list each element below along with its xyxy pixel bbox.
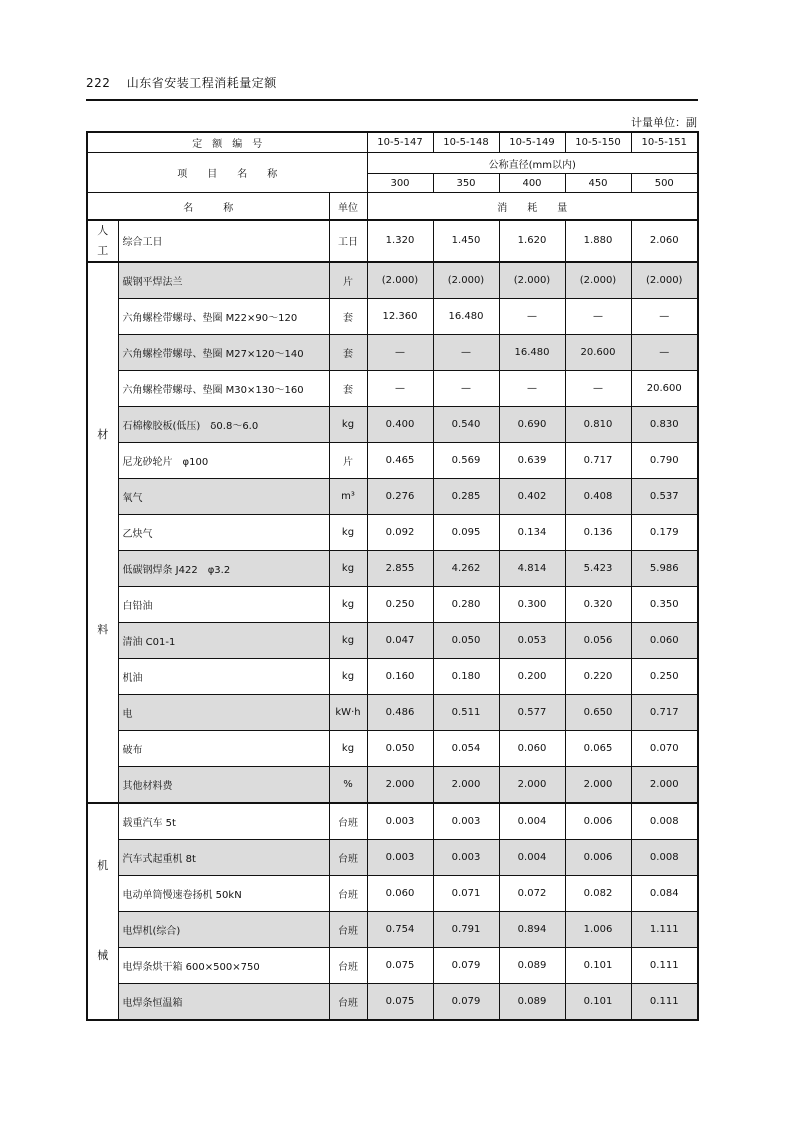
- value-cell: 0.060: [367, 875, 433, 911]
- value-cell: 1.620: [499, 220, 565, 262]
- item-label: 项 目 名 称: [87, 153, 367, 193]
- value-cell: 0.179: [631, 514, 698, 550]
- value-cell: 0.690: [499, 406, 565, 442]
- code-cell: 10-5-150: [565, 132, 631, 153]
- diameter-cell: 350: [433, 174, 499, 193]
- table-row: [87, 947, 698, 983]
- item-unit: 工日: [329, 220, 367, 262]
- item-unit: kg: [329, 406, 367, 442]
- diameter-label: 公称直径(mm以内): [367, 153, 698, 174]
- table-row: [87, 406, 698, 442]
- value-cell: 0.285: [433, 478, 499, 514]
- value-cell: 0.047: [367, 622, 433, 658]
- value-cell: 4.262: [433, 550, 499, 586]
- value-cell: 2.000: [631, 766, 698, 803]
- value-cell: 0.791: [433, 911, 499, 947]
- value-cell: 4.814: [499, 550, 565, 586]
- value-cell: 0.065: [565, 730, 631, 766]
- item-unit: 台班: [329, 983, 367, 1020]
- item-unit: 套: [329, 298, 367, 334]
- table-row: [87, 694, 698, 730]
- value-cell: —: [565, 370, 631, 406]
- page-header: [86, 74, 277, 91]
- code-cell: 10-5-149: [499, 132, 565, 153]
- item-unit: 套: [329, 334, 367, 370]
- value-cell: 0.006: [565, 803, 631, 840]
- table-row: [87, 911, 698, 947]
- diameter-cell: 400: [499, 174, 565, 193]
- table-row: [87, 262, 698, 299]
- diameter-cell: 500: [631, 174, 698, 193]
- value-cell: 0.569: [433, 442, 499, 478]
- unit-header: 单位: [329, 193, 367, 221]
- value-cell: 0.300: [499, 586, 565, 622]
- item-unit: kg: [329, 550, 367, 586]
- table-row: [87, 442, 698, 478]
- item-unit: kg: [329, 658, 367, 694]
- item-name: 其他材料费: [118, 766, 329, 803]
- category-char: 人: [97, 224, 109, 237]
- item-unit: 台班: [329, 803, 367, 840]
- item-name: 尼龙砂轮片 φ100: [118, 442, 329, 478]
- value-cell: 0.250: [631, 658, 698, 694]
- item-name: 碳钢平焊法兰: [118, 262, 329, 299]
- value-cell: 20.600: [631, 370, 698, 406]
- item-name: 电焊机(综合): [118, 911, 329, 947]
- item-unit: %: [329, 766, 367, 803]
- value-cell: —: [631, 298, 698, 334]
- item-unit: kg: [329, 622, 367, 658]
- code-cell: 10-5-147: [367, 132, 433, 153]
- value-cell: 0.790: [631, 442, 698, 478]
- value-cell: 0.056: [565, 622, 631, 658]
- value-cell: 0.160: [367, 658, 433, 694]
- value-cell: 0.095: [433, 514, 499, 550]
- quota-table: [86, 131, 699, 1021]
- value-cell: 0.320: [565, 586, 631, 622]
- value-cell: 1.111: [631, 911, 698, 947]
- value-cell: 1.880: [565, 220, 631, 262]
- value-cell: —: [367, 334, 433, 370]
- value-cell: 16.480: [499, 334, 565, 370]
- table-row: [87, 839, 698, 875]
- value-cell: 2.060: [631, 220, 698, 262]
- value-cell: 0.092: [367, 514, 433, 550]
- table-row: [87, 550, 698, 586]
- item-unit: kg: [329, 586, 367, 622]
- category-label: [87, 262, 118, 803]
- value-cell: 0.070: [631, 730, 698, 766]
- table-row: [87, 220, 698, 262]
- column-header-row: [87, 193, 698, 221]
- value-cell: 0.079: [433, 947, 499, 983]
- value-cell: (2.000): [631, 262, 698, 299]
- category-label: [87, 803, 118, 1020]
- table-row: [87, 875, 698, 911]
- diameter-header-row: [87, 153, 698, 174]
- code-row: [87, 132, 698, 153]
- value-cell: 16.480: [433, 298, 499, 334]
- book-title: 山东省安装工程消耗量定额: [126, 76, 277, 90]
- value-cell: —: [631, 334, 698, 370]
- value-cell: 0.004: [499, 839, 565, 875]
- table-row: [87, 766, 698, 803]
- value-cell: 0.136: [565, 514, 631, 550]
- value-cell: 1.320: [367, 220, 433, 262]
- value-cell: 20.600: [565, 334, 631, 370]
- value-cell: 0.465: [367, 442, 433, 478]
- category-char: 材: [97, 427, 109, 441]
- value-cell: 0.006: [565, 839, 631, 875]
- value-cell: 0.089: [499, 947, 565, 983]
- header-rule: [86, 99, 698, 101]
- value-cell: (2.000): [367, 262, 433, 299]
- item-name: 电焊条恒温箱: [118, 983, 329, 1020]
- value-cell: (2.000): [499, 262, 565, 299]
- value-cell: 0.071: [433, 875, 499, 911]
- value-cell: 0.280: [433, 586, 499, 622]
- value-cell: 0.079: [433, 983, 499, 1020]
- table-row: [87, 334, 698, 370]
- value-cell: 0.060: [499, 730, 565, 766]
- value-cell: —: [367, 370, 433, 406]
- value-cell: 0.650: [565, 694, 631, 730]
- value-cell: 0.639: [499, 442, 565, 478]
- value-cell: 0.408: [565, 478, 631, 514]
- value-cell: —: [499, 298, 565, 334]
- value-cell: 0.717: [565, 442, 631, 478]
- value-cell: 0.894: [499, 911, 565, 947]
- item-name: 电动单筒慢速卷扬机 50kN: [118, 875, 329, 911]
- value-cell: 1.006: [565, 911, 631, 947]
- item-unit: 台班: [329, 911, 367, 947]
- value-cell: 0.810: [565, 406, 631, 442]
- value-cell: 12.360: [367, 298, 433, 334]
- item-name: 电: [118, 694, 329, 730]
- item-unit: kg: [329, 514, 367, 550]
- value-cell: (2.000): [433, 262, 499, 299]
- item-unit: kg: [329, 730, 367, 766]
- value-cell: 0.276: [367, 478, 433, 514]
- value-cell: 5.423: [565, 550, 631, 586]
- table-row: [87, 514, 698, 550]
- category-char: 机: [97, 859, 109, 873]
- value-cell: 0.008: [631, 803, 698, 840]
- item-name: 六角螺栓带螺母、垫圈 M27×120～140: [118, 334, 329, 370]
- value-cell: 0.089: [499, 983, 565, 1020]
- item-name: 六角螺栓带螺母、垫圈 M30×130～160: [118, 370, 329, 406]
- value-cell: 0.003: [367, 803, 433, 840]
- value-cell: 0.830: [631, 406, 698, 442]
- value-cell: 0.754: [367, 911, 433, 947]
- value-cell: 0.050: [433, 622, 499, 658]
- table-row: [87, 298, 698, 334]
- value-cell: 0.075: [367, 947, 433, 983]
- value-cell: 0.540: [433, 406, 499, 442]
- value-cell: 0.511: [433, 694, 499, 730]
- code-cell: 10-5-151: [631, 132, 698, 153]
- code-cell: 10-5-148: [433, 132, 499, 153]
- value-cell: 0.220: [565, 658, 631, 694]
- table-row: [87, 370, 698, 406]
- item-name: 乙炔气: [118, 514, 329, 550]
- value-cell: 0.003: [433, 839, 499, 875]
- category-char: 工: [97, 243, 109, 257]
- value-cell: 0.200: [499, 658, 565, 694]
- code-label: 定 额 编 号: [87, 132, 367, 153]
- value-cell: 0.003: [367, 839, 433, 875]
- item-unit: 套: [329, 370, 367, 406]
- value-cell: 0.111: [631, 983, 698, 1020]
- table-row: [87, 622, 698, 658]
- value-cell: 2.855: [367, 550, 433, 586]
- value-cell: 0.053: [499, 622, 565, 658]
- value-cell: 0.350: [631, 586, 698, 622]
- table-row: [87, 478, 698, 514]
- table-row: [87, 983, 698, 1020]
- value-cell: (2.000): [565, 262, 631, 299]
- value-cell: 0.180: [433, 658, 499, 694]
- item-unit: 片: [329, 262, 367, 299]
- value-cell: 0.050: [367, 730, 433, 766]
- item-unit: 台班: [329, 947, 367, 983]
- name-header: 名 称: [87, 193, 329, 221]
- value-cell: 0.402: [499, 478, 565, 514]
- value-cell: 0.003: [433, 803, 499, 840]
- table-row: [87, 586, 698, 622]
- category-label: [87, 220, 118, 262]
- item-unit: m³: [329, 478, 367, 514]
- value-cell: 0.072: [499, 875, 565, 911]
- value-cell: 0.134: [499, 514, 565, 550]
- value-cell: 2.000: [367, 766, 433, 803]
- value-cell: —: [433, 370, 499, 406]
- value-cell: 0.082: [565, 875, 631, 911]
- item-name: 六角螺栓带螺母、垫圈 M22×90～120: [118, 298, 329, 334]
- value-cell: 0.004: [499, 803, 565, 840]
- table-row: [87, 803, 698, 840]
- item-unit: 台班: [329, 839, 367, 875]
- value-cell: 0.577: [499, 694, 565, 730]
- page-number: 222: [86, 76, 111, 90]
- value-cell: 1.450: [433, 220, 499, 262]
- table-row: [87, 730, 698, 766]
- value-cell: 0.111: [631, 947, 698, 983]
- value-cell: 0.075: [367, 983, 433, 1020]
- item-name: 电焊条烘干箱 600×500×750: [118, 947, 329, 983]
- value-cell: 0.060: [631, 622, 698, 658]
- value-cell: 2.000: [499, 766, 565, 803]
- value-cell: 0.250: [367, 586, 433, 622]
- value-cell: 2.000: [565, 766, 631, 803]
- item-name: 低碳钢焊条 J422 φ3.2: [118, 550, 329, 586]
- item-name: 白铅油: [118, 586, 329, 622]
- item-name: 破布: [118, 730, 329, 766]
- item-unit: 台班: [329, 875, 367, 911]
- category-char: 料: [97, 622, 109, 636]
- diameter-cell: 450: [565, 174, 631, 193]
- value-cell: 0.054: [433, 730, 499, 766]
- diameter-cell: 300: [367, 174, 433, 193]
- table-row: [87, 658, 698, 694]
- item-name: 汽车式起重机 8t: [118, 839, 329, 875]
- value-cell: 0.717: [631, 694, 698, 730]
- unit-note: 计量单位：副: [631, 116, 697, 129]
- item-name: 载重汽车 5t: [118, 803, 329, 840]
- value-cell: 0.486: [367, 694, 433, 730]
- value-cell: 5.986: [631, 550, 698, 586]
- item-name: 机油: [118, 658, 329, 694]
- item-name: 氧气: [118, 478, 329, 514]
- value-cell: 0.008: [631, 839, 698, 875]
- consumption-header: 消 耗 量: [367, 193, 698, 221]
- value-cell: 0.400: [367, 406, 433, 442]
- item-name: 清油 C01-1: [118, 622, 329, 658]
- item-unit: kW·h: [329, 694, 367, 730]
- value-cell: 2.000: [433, 766, 499, 803]
- item-name: 综合工日: [118, 220, 329, 262]
- value-cell: 0.537: [631, 478, 698, 514]
- category-char: 械: [97, 949, 109, 963]
- value-cell: —: [499, 370, 565, 406]
- value-cell: 0.101: [565, 947, 631, 983]
- item-unit: 片: [329, 442, 367, 478]
- item-name: 石棉橡胶板(低压) δ0.8～6.0: [118, 406, 329, 442]
- value-cell: 0.101: [565, 983, 631, 1020]
- value-cell: —: [433, 334, 499, 370]
- value-cell: 0.084: [631, 875, 698, 911]
- value-cell: —: [565, 298, 631, 334]
